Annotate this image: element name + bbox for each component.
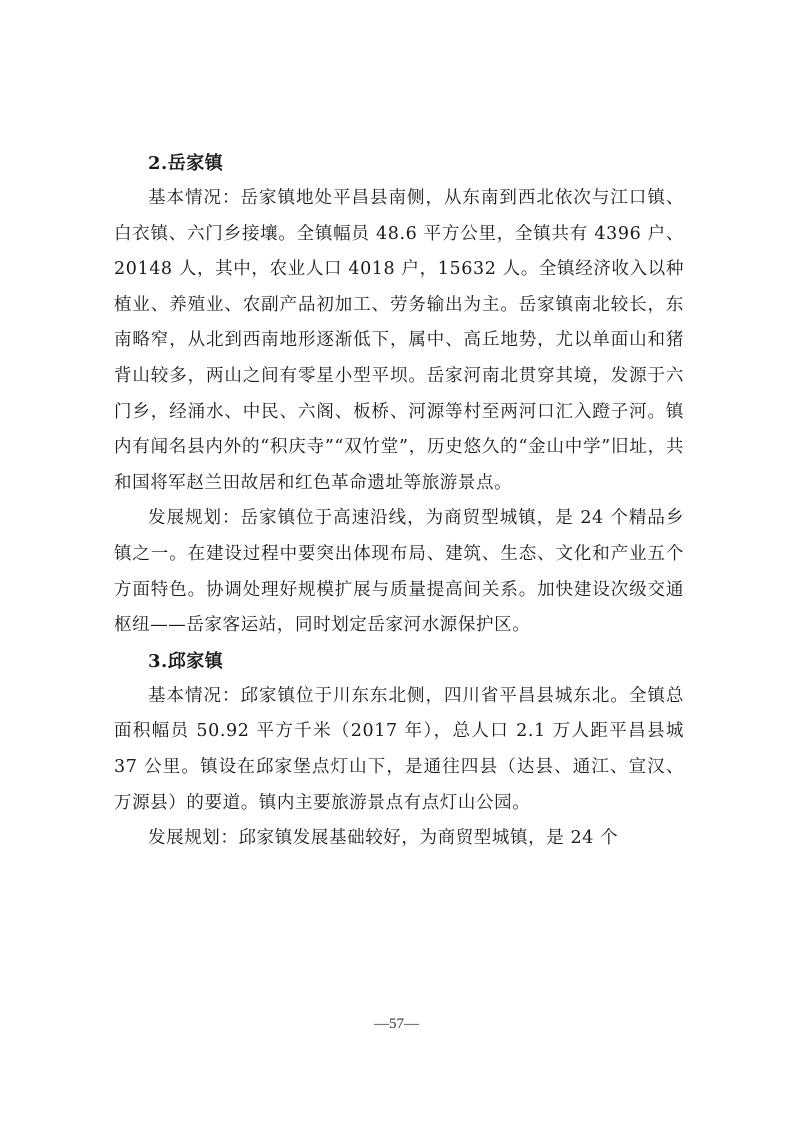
page-number: —57—: [374, 1016, 419, 1032]
page-body: [114, 146, 684, 857]
section-yuejia: [114, 146, 684, 644]
section-heading: 3.邱家镇: [148, 650, 224, 672]
paragraph-development-plan: 发展规划：岳家镇位于高速沿线，为商贸型城镇，是 24 个精品乡镇之一。在建设过程中要突出体现布局、建筑、生态、文化和产业五个方面特色。协调处理好规模扩展与质量提高间关系。加快建设次级交通枢纽——岳家客运站，同时划定岳家河水源保护区。: [114, 508, 684, 636]
section-heading: 2.岳家镇: [148, 153, 224, 174]
paragraph-basic-info: 基本情况：邱家镇位于川东东北侧，四川省平昌县城东北。全镇总面积幅员 50.92 平方千米（2017 年），总人口 2.1 万人距平昌县城 37 公里。镇设在邱家堡点灯山下，是通往四县（达县、通江、宣汉、万源县）的要道。镇内主要旅游景点有点灯山公园。: [114, 685, 684, 813]
paragraph-development-plan: 发展规划：邱家镇发展基础较好，为商贸型城镇，是 24 个: [148, 828, 619, 849]
paragraph-basic-info: 基本情况：岳家镇地处平昌县南侧，从东南到西北依次与江口镇、白衣镇、六门乡接壤。全镇幅员 48.6 平方公里，全镇共有 4396 户、20148 人，其中，农业人口 4018 户，15632 人。全镇经济收入以种植业、养殖业、农副产品初加工、劳务输出为主。岳家镇南北较长，东南略窄，从北到西南地形逐渐低下，属中、高丘地势，尤以单面山和猪背山较多，两山之间有零星小型平坝。岳家河南北贯穿其境，发源于六门乡，经涌水、中民、六阁、板桥、河源等村至两河口汇入蹬子河。镇内有闻名县内外的“积庆寺”“双竹堂”，历史悠久的“金山中学”旧址，共和国将军赵兰田故居和红色革命遗址等旅游景点。: [114, 188, 684, 493]
section-qiujia: [114, 644, 684, 857]
